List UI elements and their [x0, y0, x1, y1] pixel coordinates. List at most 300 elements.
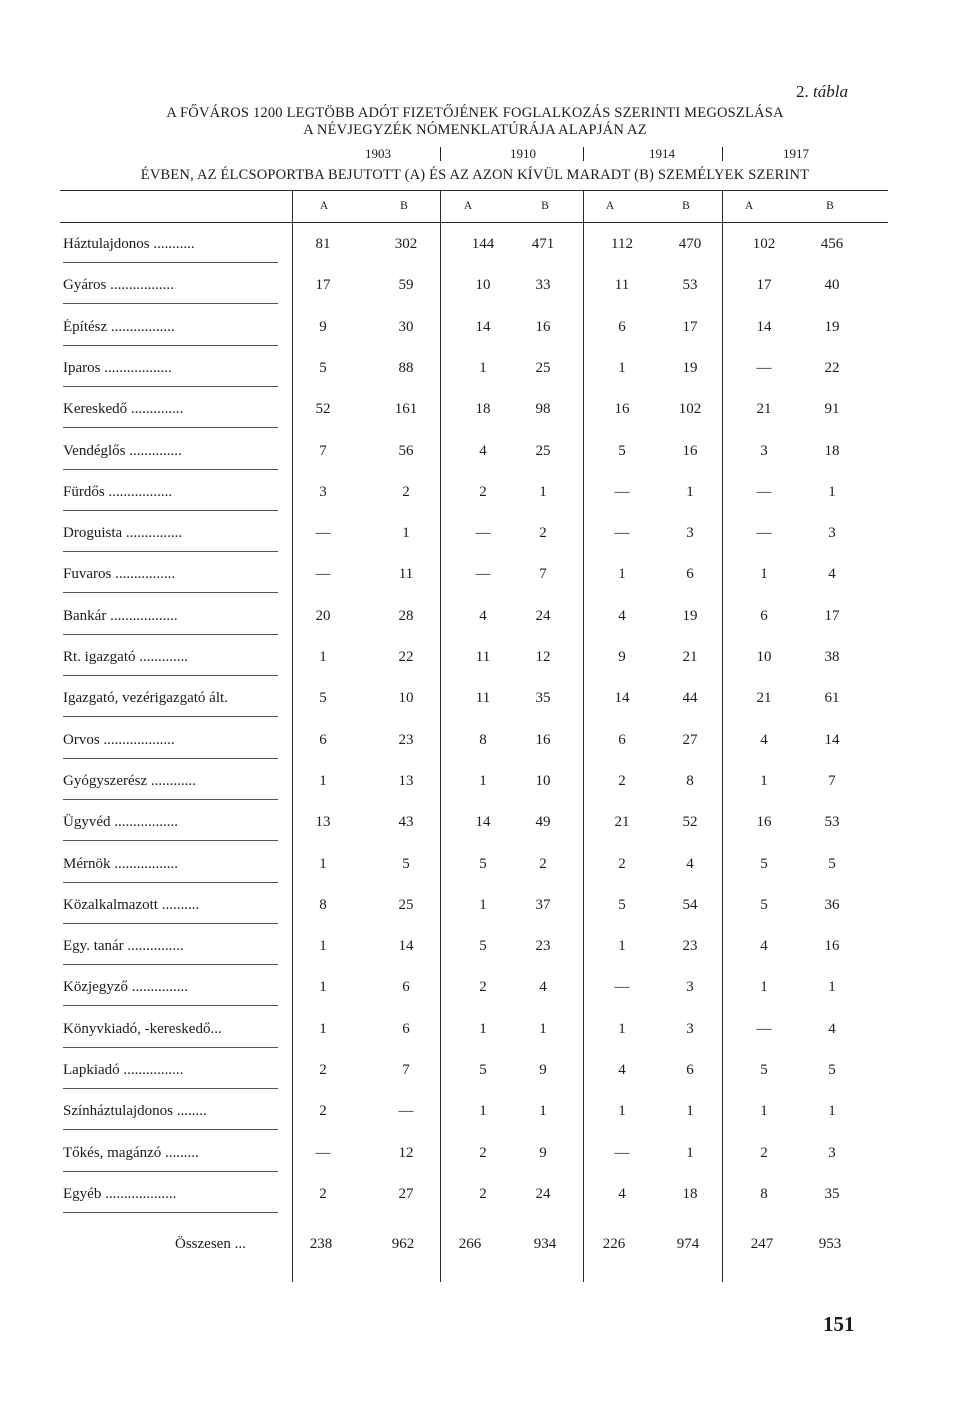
- table-row: [0, 391, 960, 432]
- table-cell: 1: [319, 979, 327, 996]
- table-cell: 1: [828, 483, 836, 500]
- table-row: [0, 804, 960, 845]
- row-underline: [63, 1129, 278, 1130]
- table-cell: 1: [319, 772, 327, 789]
- table-cell: 2: [760, 1144, 768, 1161]
- table-cell: —: [475, 566, 491, 583]
- table-cell: 14: [614, 690, 630, 707]
- table-row: [0, 1052, 960, 1093]
- table-cell: 14: [475, 814, 491, 831]
- occupation-label: Fuvaros ................: [63, 566, 176, 583]
- row-underline: [63, 634, 278, 635]
- table-cell: 53: [682, 277, 698, 294]
- table-cell: 21: [756, 401, 772, 418]
- table-row: [0, 515, 960, 556]
- table-cell: 1: [618, 938, 626, 955]
- table-row: [0, 639, 960, 680]
- page-number: 151: [823, 1312, 855, 1336]
- occupation-label: Közjegyző ...............: [63, 979, 188, 996]
- table-row: [0, 1011, 960, 1052]
- table-cell: 3: [828, 1144, 836, 1161]
- occupation-label: Kereskedő ..............: [63, 401, 184, 418]
- table-cell: 1: [618, 359, 626, 376]
- table-cell: —: [398, 1103, 414, 1120]
- table-cell: 10: [398, 690, 414, 707]
- table-cell: 144: [471, 236, 495, 252]
- table-row: [0, 226, 960, 267]
- table-title: [60, 105, 890, 139]
- title-line-1: A FŐVÁROS 1200 LEGTÖBB ADÓT FIZETŐJÉNEK FOGLALKOZÁS SZERINTI MEGOSZLÁSA: [166, 105, 784, 121]
- occupation-label: Vendéglős ..............: [63, 442, 182, 459]
- table-cell: 6: [402, 979, 410, 996]
- table-number-value: 2.: [796, 82, 809, 101]
- total-row: [0, 1228, 960, 1268]
- table-cell: 4: [618, 1062, 626, 1078]
- table-cell: 36: [824, 896, 840, 913]
- table-cell: 11: [475, 649, 491, 665]
- table-cell: 7: [319, 442, 327, 459]
- table-cell: 23: [535, 938, 551, 955]
- row-underline: [63, 1171, 278, 1172]
- table-cell: 1: [828, 979, 836, 996]
- table-cell: 14: [398, 938, 414, 955]
- table-cell: 10: [756, 649, 772, 665]
- occupation-label: Orvos ...................: [63, 731, 175, 748]
- table-cell: 49: [535, 814, 551, 831]
- row-underline: [63, 386, 278, 387]
- table-cell: 4: [479, 442, 487, 459]
- table-cell: 10: [535, 772, 551, 789]
- occupation-label: Háztulajdonos ...........: [63, 236, 195, 252]
- table-row: [0, 1176, 960, 1217]
- table-cell: 1: [479, 359, 487, 376]
- table-cell: 5: [760, 855, 768, 872]
- table-cell: 5: [319, 690, 327, 707]
- table-cell: 14: [475, 318, 491, 335]
- table-cell: 5: [479, 1062, 487, 1078]
- table-cell: 8: [686, 772, 694, 789]
- table-cell: 14: [824, 731, 840, 748]
- table-cell: 3: [828, 525, 836, 542]
- table-cell: —: [756, 1020, 772, 1037]
- row-underline: [63, 799, 278, 800]
- table-row: [0, 722, 960, 763]
- occupation-label: Gyáros .................: [63, 277, 174, 294]
- table-cell: 28: [398, 607, 414, 624]
- table-cell: 5: [479, 855, 487, 872]
- table-cell: 1: [319, 1020, 327, 1037]
- occupation-label: Gyógyszerész ............: [63, 772, 196, 789]
- table-cell: 12: [398, 1144, 414, 1161]
- row-underline: [63, 923, 278, 924]
- table-cell: —: [614, 1144, 630, 1161]
- table-cell: 88: [398, 359, 414, 376]
- table-cell: 8: [319, 896, 327, 913]
- table-cell: 17: [315, 277, 331, 294]
- table-cell: 21: [614, 814, 630, 831]
- table-row: [0, 846, 960, 887]
- table-cell: 1: [319, 649, 327, 665]
- table-row: [0, 433, 960, 474]
- row-underline: [63, 964, 278, 965]
- occupation-label: Lapkiadó ................: [63, 1062, 184, 1078]
- table-cell: 5: [828, 1062, 836, 1078]
- table-cell: 18: [824, 442, 840, 459]
- table-cell: 7: [828, 772, 836, 789]
- year-label: 1910: [510, 146, 536, 161]
- table-cell: 21: [682, 649, 698, 665]
- table-cell: 16: [756, 814, 772, 831]
- table-row: [0, 887, 960, 928]
- table-cell: 13: [398, 772, 414, 789]
- header-top-rule: [60, 190, 888, 191]
- occupation-label: Fürdős .................: [63, 483, 173, 500]
- column-header-a: A: [605, 200, 615, 212]
- table-cell: 3: [319, 483, 327, 500]
- total-cell: 266: [458, 1236, 482, 1252]
- table-cell: 52: [682, 814, 698, 831]
- table-cell: 4: [828, 566, 836, 583]
- table-cell: 1: [319, 855, 327, 872]
- occupation-label: Közalkalmazott ..........: [63, 896, 200, 913]
- total-cell: 226: [602, 1236, 626, 1252]
- table-cell: 9: [319, 318, 327, 335]
- row-underline: [63, 840, 278, 841]
- table-cell: 40: [824, 277, 840, 294]
- table-row: [0, 350, 960, 391]
- table-cell: 1: [539, 1103, 547, 1120]
- table-cell: 471: [531, 236, 555, 252]
- table-cell: 6: [686, 1062, 694, 1078]
- table-cell: 19: [682, 607, 698, 624]
- table-cell: 1: [402, 525, 410, 542]
- year-separator: [583, 147, 584, 161]
- table-cell: 61: [824, 690, 840, 707]
- table-row: [0, 309, 960, 350]
- years-row: [0, 146, 960, 164]
- table-cell: 3: [686, 525, 694, 542]
- table-cell: 2: [618, 855, 626, 872]
- table-cell: 2: [319, 1062, 327, 1078]
- table-cell: 1: [686, 1103, 694, 1120]
- table-cell: 16: [682, 442, 698, 459]
- table-row: [0, 680, 960, 721]
- table-cell: 3: [760, 442, 768, 459]
- year-label: 1917: [783, 146, 809, 161]
- table-cell: 59: [398, 277, 414, 294]
- occupation-label: Egy. tanár ...............: [63, 938, 184, 955]
- table-cell: 470: [678, 236, 702, 252]
- table-cell: 33: [535, 277, 551, 294]
- table-cell: 20: [315, 607, 331, 624]
- table-cell: 1: [479, 1020, 487, 1037]
- table-cell: 1: [618, 1103, 626, 1120]
- table-cell: 2: [479, 979, 487, 996]
- table-cell: 4: [479, 607, 487, 624]
- table-row: [0, 969, 960, 1010]
- table-cell: —: [756, 525, 772, 542]
- table-cell: 8: [479, 731, 487, 748]
- table-cell: —: [756, 483, 772, 500]
- table-cell: 38: [824, 649, 840, 665]
- table-cell: 98: [535, 401, 551, 418]
- column-header-b: B: [682, 200, 690, 212]
- table-cell: 16: [535, 318, 551, 335]
- table-cell: 8: [760, 1185, 768, 1202]
- total-label: Összesen ...: [175, 1236, 246, 1252]
- table-cell: 2: [319, 1103, 327, 1120]
- table-cell: —: [614, 525, 630, 542]
- table-cell: 2: [402, 483, 410, 500]
- table-cell: 2: [539, 525, 547, 542]
- table-cell: 11: [614, 277, 630, 294]
- row-underline: [63, 262, 278, 263]
- table-cell: —: [315, 1144, 331, 1161]
- table-cell: 4: [618, 607, 626, 624]
- row-underline: [63, 1088, 278, 1089]
- table-row: [0, 474, 960, 515]
- table-number: [796, 82, 848, 102]
- table-row: [0, 1135, 960, 1176]
- table-cell: 112: [611, 236, 633, 252]
- occupation-label: Könyvkiadó, -kereskedő...: [63, 1020, 222, 1037]
- table-cell: 4: [828, 1020, 836, 1037]
- row-underline: [63, 427, 278, 428]
- table-cell: 44: [682, 690, 698, 707]
- row-underline: [63, 716, 278, 717]
- occupation-label: Iparos ..................: [63, 359, 172, 376]
- table-cell: 24: [535, 1185, 551, 1202]
- table-cell: 5: [618, 896, 626, 913]
- table-word: tábla: [813, 82, 848, 101]
- occupation-label: Igazgató, vezérigazgató ált.: [63, 690, 228, 707]
- table-cell: 91: [824, 401, 840, 418]
- table-cell: 17: [756, 277, 772, 294]
- table-cell: 11: [398, 566, 414, 583]
- column-header-b: B: [400, 200, 408, 212]
- table-cell: 52: [315, 401, 331, 418]
- year-separator: [440, 147, 441, 161]
- table-cell: —: [614, 483, 630, 500]
- table-cell: 1: [828, 1103, 836, 1120]
- table-cell: 1: [760, 1103, 768, 1120]
- row-underline: [63, 510, 278, 511]
- table-cell: 24: [535, 607, 551, 624]
- row-underline: [63, 345, 278, 346]
- table-cell: 1: [760, 566, 768, 583]
- table-cell: 6: [686, 566, 694, 583]
- table-cell: 1: [479, 896, 487, 913]
- table-cell: 5: [479, 938, 487, 955]
- table-cell: 1: [319, 938, 327, 955]
- row-underline: [63, 592, 278, 593]
- table-cell: —: [315, 525, 331, 542]
- row-underline: [63, 882, 278, 883]
- table-cell: 1: [539, 1020, 547, 1037]
- table-cell: 2: [479, 1144, 487, 1161]
- column-header-b: B: [826, 200, 834, 212]
- table-cell: 2: [539, 855, 547, 872]
- table-cell: 2: [479, 1185, 487, 1202]
- table-cell: 10: [475, 277, 491, 294]
- table-cell: 6: [319, 731, 327, 748]
- table-cell: 161: [394, 401, 418, 418]
- table-cell: 16: [824, 938, 840, 955]
- table-row: [0, 1093, 960, 1134]
- row-underline: [63, 1047, 278, 1048]
- row-underline: [63, 303, 278, 304]
- total-cell: 238: [309, 1236, 333, 1252]
- total-cell: 247: [750, 1236, 774, 1252]
- table-cell: 1: [539, 483, 547, 500]
- table-cell: 4: [760, 731, 768, 748]
- table-cell: 13: [315, 814, 331, 831]
- table-cell: 4: [686, 855, 694, 872]
- table-row: [0, 928, 960, 969]
- occupation-label: Tőkés, magánzó .........: [63, 1144, 199, 1161]
- table-cell: 3: [686, 979, 694, 996]
- table-cell: 12: [535, 649, 551, 665]
- table-cell: 7: [539, 566, 547, 583]
- table-cell: 14: [756, 318, 772, 335]
- table-cell: 81: [315, 236, 331, 252]
- table-cell: 4: [618, 1185, 626, 1202]
- occupation-label: Mérnök .................: [63, 855, 178, 872]
- occupation-label: Építész .................: [63, 318, 175, 335]
- table-cell: 2: [618, 772, 626, 789]
- table-cell: 23: [682, 938, 698, 955]
- table-cell: 22: [398, 649, 414, 665]
- table-cell: 302: [394, 236, 418, 252]
- table-cell: 3: [686, 1020, 694, 1037]
- table-cell: 1: [686, 1144, 694, 1161]
- table-cell: 16: [535, 731, 551, 748]
- table-cell: 102: [678, 401, 702, 418]
- row-underline: [63, 1005, 278, 1006]
- table-cell: 54: [682, 896, 698, 913]
- row-underline: [63, 675, 278, 676]
- table-cell: 4: [539, 979, 547, 996]
- table-subtitle: ÉVBEN, AZ ÉLCSOPORTBA BEJUTOTT (A) ÉS AZ AZON KÍVÜL MARADT (B) SZEMÉLYEK SZERINT: [140, 167, 810, 183]
- table-cell: 1: [479, 1103, 487, 1120]
- total-cell: 953: [818, 1236, 842, 1252]
- table-cell: 1: [686, 483, 694, 500]
- table-cell: 1: [760, 979, 768, 996]
- table-cell: —: [315, 566, 331, 583]
- column-header-b: B: [541, 200, 549, 212]
- table-row: [0, 556, 960, 597]
- table-cell: 4: [760, 938, 768, 955]
- row-underline: [63, 551, 278, 552]
- total-cell: 934: [533, 1236, 557, 1252]
- table-cell: 43: [398, 814, 414, 831]
- year-separator: [722, 147, 723, 161]
- total-cell: 974: [676, 1236, 700, 1252]
- column-header-a: A: [744, 200, 754, 212]
- table-cell: 27: [682, 731, 698, 748]
- table-cell: 9: [539, 1144, 547, 1161]
- table-cell: 30: [398, 318, 414, 335]
- table-cell: —: [756, 359, 772, 376]
- table-cell: 25: [535, 359, 551, 376]
- occupation-label: Ügyvéd .................: [63, 814, 178, 831]
- table-cell: 6: [760, 607, 768, 624]
- occupation-label: Rt. igazgató .............: [63, 649, 188, 665]
- column-header-a: A: [463, 200, 473, 212]
- table-cell: 35: [535, 690, 551, 707]
- table-row: [0, 763, 960, 804]
- table-cell: 25: [535, 442, 551, 459]
- table-cell: 6: [618, 318, 626, 335]
- header-bottom-rule: [60, 222, 888, 223]
- table-cell: 11: [475, 690, 491, 707]
- table-cell: 17: [824, 607, 840, 624]
- table-cell: 19: [824, 318, 840, 335]
- table-cell: 6: [618, 731, 626, 748]
- table-cell: 18: [682, 1185, 698, 1202]
- table-cell: 1: [479, 772, 487, 789]
- table-cell: 7: [402, 1062, 410, 1078]
- table-cell: 16: [614, 401, 630, 418]
- table-cell: 1: [618, 1020, 626, 1037]
- table-cell: 35: [824, 1185, 840, 1202]
- occupation-label: Bankár ..................: [63, 607, 178, 624]
- row-underline: [63, 469, 278, 470]
- table-cell: 102: [752, 236, 776, 252]
- table-cell: 9: [539, 1062, 547, 1078]
- table-cell: 2: [319, 1185, 327, 1202]
- table-cell: 6: [402, 1020, 410, 1037]
- table-cell: 5: [319, 359, 327, 376]
- column-header-a: A: [319, 200, 329, 212]
- table-cell: 27: [398, 1185, 414, 1202]
- table-cell: 2: [479, 483, 487, 500]
- title-line-2: A NÉVJEGYZÉK NÓMENKLATÚRÁJA ALAPJÁN AZ: [303, 122, 647, 138]
- table-cell: 22: [824, 359, 840, 376]
- table-cell: 56: [398, 442, 414, 459]
- table-row: [0, 598, 960, 639]
- row-underline: [63, 758, 278, 759]
- table-cell: 23: [398, 731, 414, 748]
- table-cell: 37: [535, 896, 551, 913]
- table-cell: 5: [402, 855, 410, 872]
- year-label: 1903: [365, 146, 391, 161]
- total-cell: 962: [391, 1236, 415, 1252]
- table-cell: 5: [760, 1062, 768, 1078]
- table-cell: 1: [618, 566, 626, 583]
- table-cell: 53: [824, 814, 840, 831]
- table-cell: 25: [398, 896, 414, 913]
- table-cell: —: [475, 525, 491, 542]
- occupation-label: Droguista ...............: [63, 525, 183, 542]
- occupation-label: Egyéb ...................: [63, 1185, 177, 1202]
- table-cell: 19: [682, 359, 698, 376]
- occupation-label: Színháztulajdonos ........: [63, 1103, 207, 1120]
- table-row: [0, 267, 960, 308]
- table-cell: 17: [682, 318, 698, 335]
- table-cell: 21: [756, 690, 772, 707]
- table-cell: 5: [618, 442, 626, 459]
- year-label: 1914: [649, 146, 675, 161]
- table-cell: —: [614, 979, 630, 996]
- table-cell: 5: [760, 896, 768, 913]
- row-underline: [63, 1212, 278, 1213]
- ab-header-row: [0, 200, 960, 216]
- table-cell: 18: [475, 401, 491, 418]
- table-cell: 5: [828, 855, 836, 872]
- table-cell: 1: [760, 772, 768, 789]
- table-cell: 9: [618, 649, 626, 665]
